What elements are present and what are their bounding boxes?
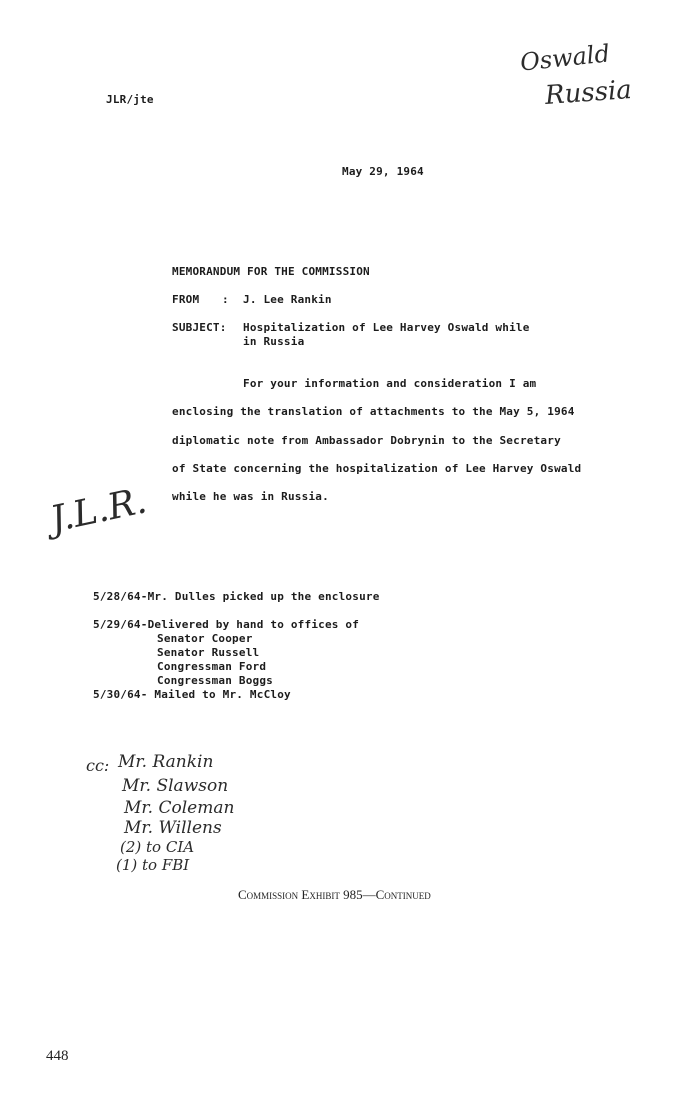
body-line-4: of State concerning the hospitalization of Lee Harvey Oswald bbox=[172, 462, 582, 475]
cc-recipient-2: Mr. Slawson bbox=[122, 776, 229, 796]
from-separator: : bbox=[222, 293, 229, 306]
subject-line-1: Hospitalization of Lee Harvey Oswald while bbox=[243, 321, 530, 334]
note-line-7: 5/30/64- Mailed to Mr. McCloy bbox=[93, 688, 291, 701]
memo-date: May 29, 1964 bbox=[342, 165, 424, 178]
note-line-3: Senator Cooper bbox=[157, 632, 253, 645]
subject-line-2: in Russia bbox=[243, 335, 305, 348]
cc-recipient-1: Mr. Rankin bbox=[118, 752, 214, 772]
page-number: 448 bbox=[46, 1048, 69, 1064]
from-value: J. Lee Rankin bbox=[243, 293, 332, 306]
signature-initials: J.L.R. bbox=[46, 480, 151, 541]
cc-recipient-5: (2) to CIA bbox=[120, 838, 195, 856]
handwritten-note-line-2: Russia bbox=[544, 75, 633, 111]
note-line-5: Congressman Ford bbox=[157, 660, 267, 673]
memo-heading: MEMORANDUM FOR THE COMMISSION bbox=[172, 265, 370, 278]
note-line-2: 5/29/64-Delivered by hand to offices of bbox=[93, 618, 360, 631]
reference-initials: JLR/jte bbox=[106, 93, 154, 106]
body-line-1: For your information and consideration I am bbox=[243, 377, 537, 390]
cc-recipient-3: Mr. Coleman bbox=[124, 798, 235, 818]
note-line-1: 5/28/64-Mr. Dulles picked up the enclosure bbox=[93, 590, 380, 603]
body-line-2: enclosing the translation of attachments to the May 5, 1964 bbox=[172, 405, 575, 418]
body-line-3: diplomatic note from Ambassador Dobrynin to the Secretary bbox=[172, 434, 561, 447]
handwritten-note-line-1: Oswald bbox=[518, 39, 612, 77]
exhibit-caption: Commission Exhibit 985—Continued bbox=[238, 887, 431, 902]
cc-label: cc: bbox=[86, 756, 110, 775]
subject-label: SUBJECT: bbox=[172, 321, 227, 334]
cc-recipient-4: Mr. Willens bbox=[124, 818, 222, 838]
note-line-6: Congressman Boggs bbox=[157, 674, 273, 687]
cc-recipient-6: (1) to FBI bbox=[116, 856, 190, 874]
from-label: FROM bbox=[172, 293, 200, 306]
note-line-4: Senator Russell bbox=[157, 646, 260, 659]
body-line-5: while he was in Russia. bbox=[172, 490, 329, 503]
